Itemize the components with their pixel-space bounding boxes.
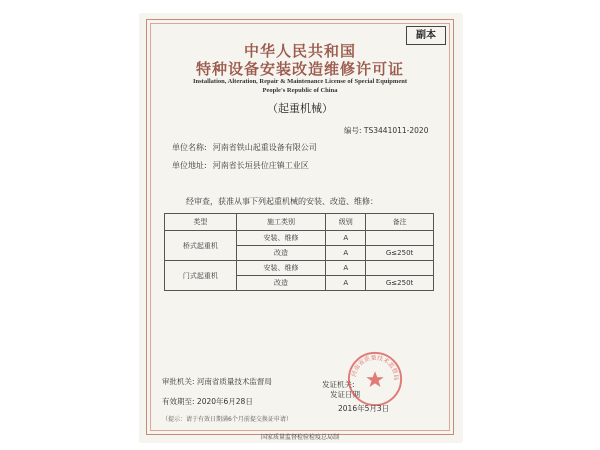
renewal-notice: （提示：请于有效日期满6个月前提交换证申请） — [162, 416, 292, 423]
title-en-line2: People's Republic of China — [262, 87, 338, 94]
footer-text: 国家质量监督检验检疫总局制 — [260, 434, 339, 441]
approval-label: 审批机关: — [162, 377, 195, 386]
issue-date: 2016年5月3日 — [338, 404, 390, 413]
table-cell-note — [366, 231, 434, 246]
copy-label: 副本 — [406, 26, 446, 45]
table-cell-type: 门式起重机 — [165, 261, 237, 291]
valid-value: 2020年6月28日 — [196, 397, 253, 406]
approval-authority — [162, 376, 272, 387]
table-header: 备注 — [366, 214, 434, 231]
table-cell-note: G≤250t — [366, 276, 434, 291]
unit-address-label: 单位地址: — [172, 161, 207, 170]
seal-star-icon — [366, 371, 383, 387]
table-cell-note — [366, 261, 434, 276]
table-cell-level: A — [326, 261, 366, 276]
table-cell-category: 安装、维修 — [236, 261, 326, 276]
title-line1: 中华人民共和国 — [243, 42, 356, 60]
serial-label: 编号: — [344, 126, 362, 135]
table-cell-level: A — [326, 246, 366, 261]
table-row — [165, 261, 434, 276]
table-cell-type: 桥式起重机 — [165, 231, 237, 261]
table-header-row — [165, 214, 434, 231]
table-row — [165, 231, 434, 246]
serial-value: TS3441011-2020 — [363, 126, 429, 135]
unit-address-value: 河南省长垣县位庄镇工业区 — [212, 161, 309, 170]
issuer-label: 发证机关: — [322, 380, 355, 389]
valid-label: 有效期至: — [162, 397, 195, 406]
issuer-value: 发证日期 — [330, 390, 360, 399]
table-header: 施工类别 — [236, 214, 326, 231]
table-header: 级别 — [326, 214, 366, 231]
table-cell-category: 改造 — [236, 276, 326, 291]
title-en-line1: Installation, Alteration, Repair & Maintenance License of Special Equipment — [192, 78, 408, 85]
unit-address-field — [172, 160, 309, 171]
table-cell-level: A — [326, 231, 366, 246]
official-seal — [346, 350, 404, 408]
table-cell-category: 安装、维修 — [236, 231, 326, 246]
serial-number — [344, 125, 428, 136]
valid-until — [162, 396, 253, 407]
table-header: 类型 — [165, 214, 237, 231]
table-cell-note: G≤250t — [366, 246, 434, 261]
permit-table — [164, 213, 434, 291]
subtitle: （起重机械） — [267, 102, 333, 115]
unit-name-label: 单位名称: — [172, 143, 207, 152]
intro-text: 经审查，获准从事下列起重机械的安装、改造、维修： — [186, 197, 378, 206]
table-cell-category: 改造 — [236, 246, 326, 261]
seal-text: 河南省质量技术监督局 — [350, 354, 400, 381]
unit-name-value: 河南省铁山起重设备有限公司 — [212, 143, 317, 152]
unit-name-field — [172, 142, 317, 153]
table-cell-level: A — [326, 276, 366, 291]
approval-value: 河南省质量技术监督局 — [196, 377, 272, 386]
title-line2: 特种设备安装改造维修许可证 — [195, 60, 404, 78]
